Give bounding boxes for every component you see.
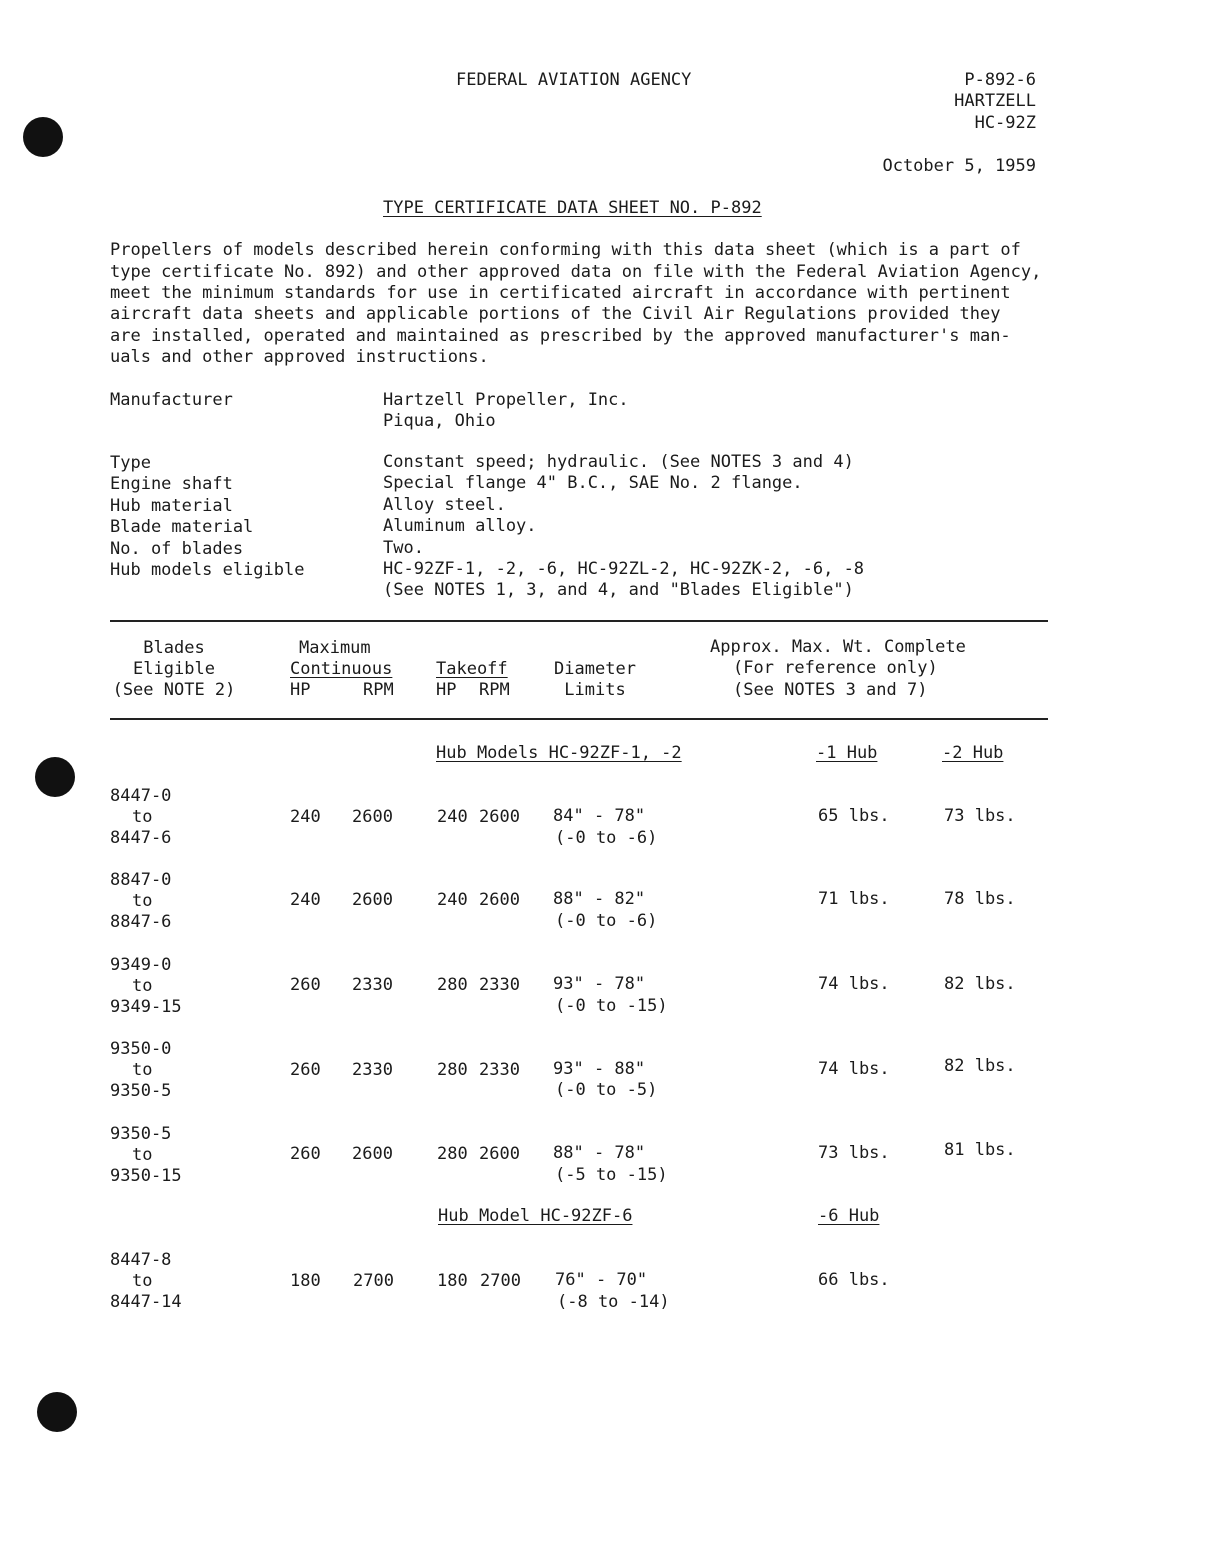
spec-value-manufacturer-city: Piqua, Ohio — [383, 411, 496, 431]
th-mc-hp: HP — [290, 680, 311, 700]
to-rpm: 2600 — [479, 1144, 520, 1164]
mc-rpm: 2330 — [352, 975, 393, 995]
binder-hole-middle — [35, 757, 75, 797]
blade-from: 8447-8 — [110, 1250, 172, 1270]
agency-name: FEDERAL AVIATION AGENCY — [456, 70, 692, 90]
diameter: 88" - 82" — [553, 889, 646, 909]
to-hp: 280 — [437, 1060, 468, 1080]
to-hp: 280 — [437, 1144, 468, 1164]
to-hp: 280 — [437, 975, 468, 995]
weight-hub-2: 82 lbs. — [944, 1056, 1016, 1076]
issue-date: October 5, 1959 — [882, 156, 1036, 176]
blade-from: 9350-5 — [110, 1124, 172, 1144]
spec-label-manufacturer: Manufacturer — [110, 390, 233, 410]
diameter: 93" - 78" — [553, 974, 646, 994]
diameter-range: (-0 to -5) — [555, 1080, 658, 1100]
manufacturer-short: HARTZELL — [954, 91, 1036, 111]
diameter-range: (-0 to -6) — [555, 828, 658, 848]
to-rpm: 2700 — [480, 1271, 521, 1291]
th-weight-note: (For reference only) — [733, 658, 938, 678]
blade-from: 9350-0 — [110, 1039, 172, 1059]
weight-hub-2: 73 lbs. — [944, 806, 1016, 826]
blade-to-word: to — [132, 1271, 153, 1291]
to-hp: 240 — [437, 890, 468, 910]
weight-hub-6: 66 lbs. — [818, 1270, 890, 1290]
th-blades: Eligible — [133, 659, 215, 679]
mc-rpm: 2600 — [352, 1144, 393, 1164]
th-mc-rpm: RPM — [363, 680, 394, 700]
blade-from: 8447-0 — [110, 786, 172, 806]
th-weight: Approx. Max. Wt. Complete — [710, 637, 966, 657]
th-blades: Blades — [143, 638, 205, 658]
model-family: HC-92Z — [974, 113, 1036, 133]
spec-label-type: Type — [110, 453, 151, 473]
group-title: Hub Model HC-92ZF-6 — [438, 1206, 633, 1226]
spec-label-blade-material: Blade material — [110, 517, 254, 537]
mc-hp: 240 — [290, 890, 321, 910]
blade-to: 8847-6 — [110, 912, 172, 932]
spec-value-type: Constant speed; hydraulic. (See NOTES 3 and 4) — [383, 452, 854, 472]
blade-to: 9349-15 — [110, 997, 182, 1017]
col-hub-6: -6 Hub — [818, 1206, 880, 1226]
spec-value-hubs-note: (See NOTES 1, 3, and 4, and "Blades Eligible") — [383, 580, 854, 600]
intro-line: meet the minimum standards for use in certificated aircraft in accordance with pertinent — [110, 283, 1011, 303]
blade-from: 8847-0 — [110, 870, 172, 890]
blade-from: 9349-0 — [110, 955, 172, 975]
to-rpm: 2600 — [479, 890, 520, 910]
blade-to-word: to — [132, 1060, 153, 1080]
weight-hub-1: 74 lbs. — [818, 1059, 890, 1079]
weight-hub-1: 73 lbs. — [818, 1143, 890, 1163]
spec-value-manufacturer: Hartzell Propeller, Inc. — [383, 390, 629, 410]
table-top-rule — [110, 620, 1048, 622]
blade-to: 8447-6 — [110, 828, 172, 848]
intro-line: are installed, operated and maintained as prescribed by the approved manufacturer's man- — [110, 326, 1011, 346]
weight-hub-1: 74 lbs. — [818, 974, 890, 994]
spec-label-blades: No. of blades — [110, 539, 244, 559]
spec-value-hubs: HC-92ZF-1, -2, -6, HC-92ZL-2, HC-92ZK-2, -6, -8 — [383, 559, 865, 579]
mc-hp: 240 — [290, 807, 321, 827]
intro-line: uals and other approved instructions. — [110, 347, 489, 367]
diameter-range: (-0 to -15) — [555, 996, 668, 1016]
binder-hole-bottom — [37, 1392, 77, 1432]
th-continuous: Continuous — [290, 659, 393, 679]
intro-line: aircraft data sheets and applicable portions of the Civil Air Regulations provided they — [110, 304, 1001, 324]
diameter: 93" - 88" — [553, 1059, 646, 1079]
th-blades: (See NOTE 2) — [112, 680, 236, 700]
th-takeoff: Takeoff — [436, 659, 508, 679]
binder-hole-top — [23, 117, 63, 157]
intro-line: Propellers of models described herein conforming with this data sheet (which is a part of — [110, 240, 1021, 260]
spec-value-blade-material: Aluminum alloy. — [383, 516, 537, 536]
spec-value-blades: Two. — [383, 538, 424, 558]
spec-label-hub-material: Hub material — [110, 496, 233, 516]
mc-hp: 260 — [290, 975, 321, 995]
intro-line: type certificate No. 892) and other approved data on file with the Federal Aviation Agency, — [110, 262, 1042, 282]
spec-label-shaft: Engine shaft — [110, 474, 233, 494]
weight-hub-2: 78 lbs. — [944, 889, 1016, 909]
diameter: 84" - 78" — [553, 806, 646, 826]
mc-hp: 260 — [290, 1060, 321, 1080]
to-rpm: 2330 — [479, 1060, 520, 1080]
blade-to: 9350-15 — [110, 1166, 182, 1186]
weight-hub-2: 81 lbs. — [944, 1140, 1016, 1160]
weight-hub-1: 71 lbs. — [818, 889, 890, 909]
mc-rpm: 2700 — [353, 1271, 394, 1291]
blade-to-word: to — [132, 1145, 153, 1165]
to-rpm: 2330 — [479, 975, 520, 995]
blade-to-word: to — [132, 976, 153, 996]
weight-hub-1: 65 lbs. — [818, 806, 890, 826]
col-hub-2: -2 Hub — [942, 743, 1004, 763]
blade-to-word: to — [132, 807, 153, 827]
doc-number: P-892-6 — [964, 70, 1036, 90]
mc-rpm: 2330 — [352, 1060, 393, 1080]
diameter-range: (-8 to -14) — [557, 1292, 670, 1312]
to-hp: 240 — [437, 807, 468, 827]
spec-value-shaft: Special flange 4" B.C., SAE No. 2 flange. — [383, 473, 803, 493]
diameter-range: (-0 to -6) — [555, 911, 658, 931]
th-diameter: Diameter — [554, 659, 636, 679]
th-limits: Limits — [564, 680, 626, 700]
to-hp: 180 — [437, 1271, 468, 1291]
group-title: Hub Models HC-92ZF-1, -2 — [436, 743, 682, 763]
sheet-title: TYPE CERTIFICATE DATA SHEET NO. P-892 — [383, 198, 762, 218]
th-to-hp: HP — [436, 680, 457, 700]
spec-value-hub-material: Alloy steel. — [383, 495, 506, 515]
mc-hp: 260 — [290, 1144, 321, 1164]
th-to-rpm: RPM — [479, 680, 510, 700]
diameter: 76" - 70" — [555, 1270, 648, 1290]
col-hub-1: -1 Hub — [816, 743, 878, 763]
blade-to-word: to — [132, 891, 153, 911]
blade-to: 9350-5 — [110, 1081, 172, 1101]
diameter-range: (-5 to -15) — [555, 1165, 668, 1185]
mc-rpm: 2600 — [352, 807, 393, 827]
spec-label-hubs: Hub models eligible — [110, 560, 305, 580]
to-rpm: 2600 — [479, 807, 520, 827]
weight-hub-2: 82 lbs. — [944, 974, 1016, 994]
blade-to: 8447-14 — [110, 1292, 182, 1312]
table-header-rule — [110, 718, 1048, 720]
mc-rpm: 2600 — [352, 890, 393, 910]
th-weight-see: (See NOTES 3 and 7) — [733, 680, 928, 700]
diameter: 88" - 78" — [553, 1143, 646, 1163]
th-maximum: Maximum — [299, 638, 371, 658]
mc-hp: 180 — [290, 1271, 321, 1291]
